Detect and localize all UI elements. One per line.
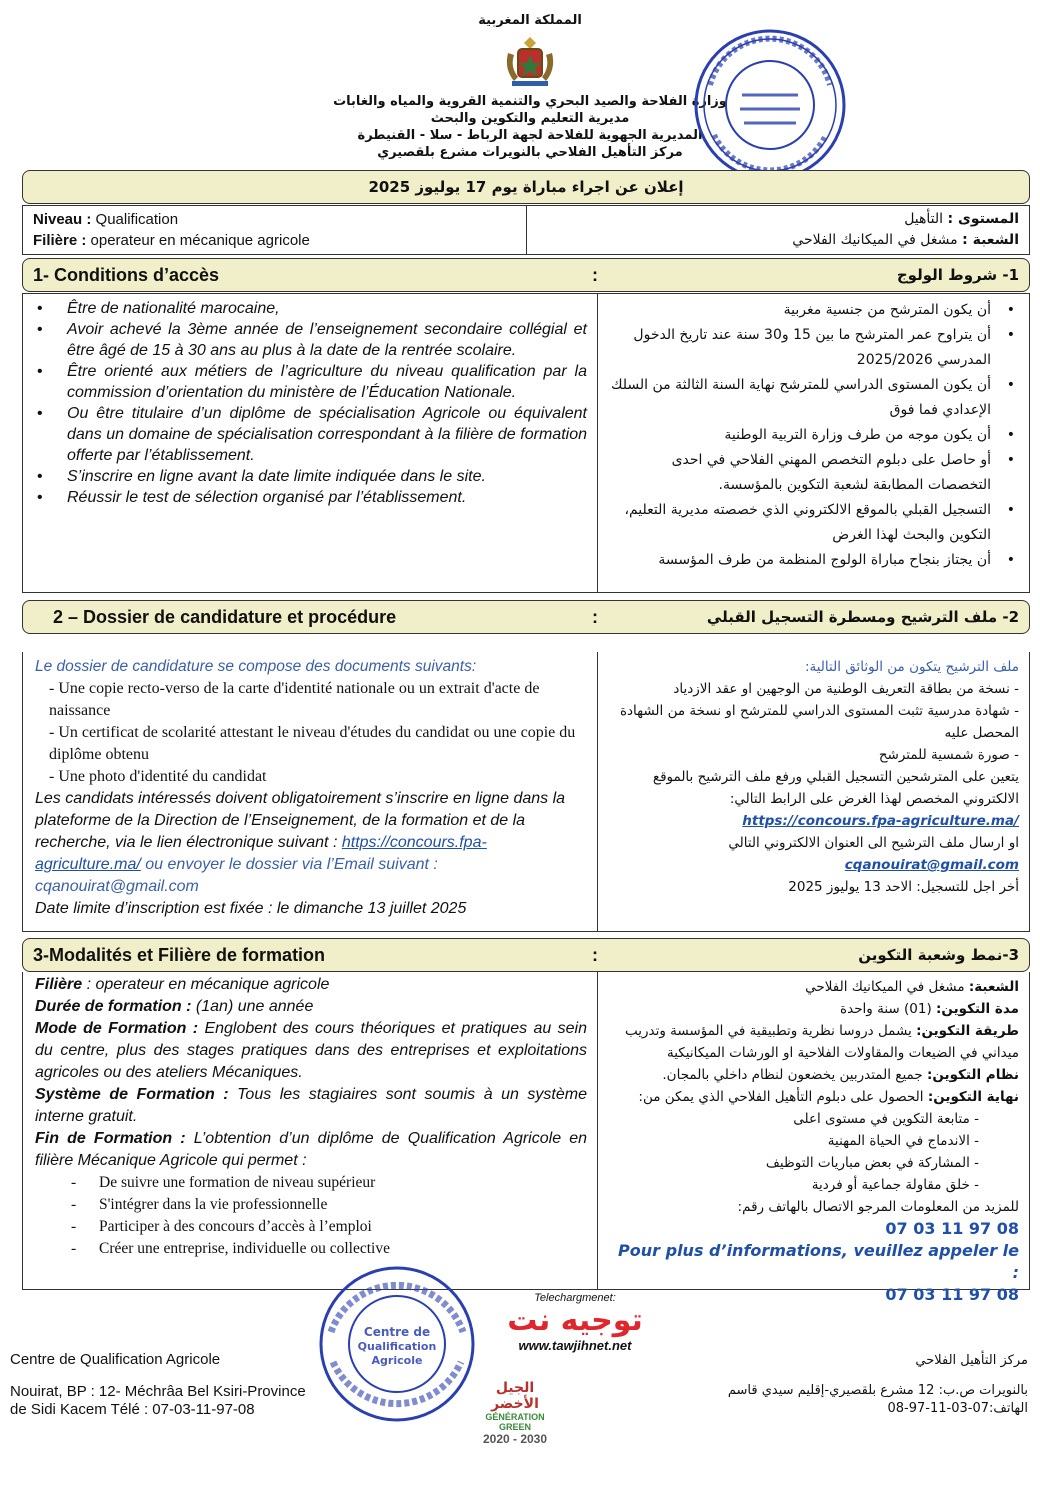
condition-ar-item: • التسجيل القبلي بالموقع الالكتروني الذي خصصته مديرية التعليم، التكوين والبحث لهذا الغرض: [608, 498, 1019, 548]
ar-doc-item: - شهادة مدرسية تثبت المستوى الدراسي للمترشح او نسخة من الشهادة المحصل عليه: [619, 703, 1019, 741]
fin-label: Fin de Formation :: [35, 1130, 186, 1147]
fin-item: - De suivre une formation de niveau supérieur: [35, 1172, 587, 1194]
program-info: [22, 205, 1030, 255]
condition-ar-item: • أن يكون المستوى الدراسي للمترشح نهاية السنة الثالثة من السلك الإعدادي فما فوق: [608, 373, 1019, 423]
section2-body: [22, 652, 1030, 932]
fin-item: - S'intégrer dans la vie professionnelle: [35, 1194, 587, 1216]
gen-en: GÉNÉRATION GREEN: [485, 1412, 545, 1432]
ar-niveau-label: المستوى :: [947, 211, 1019, 227]
ar-mod-line: طريقة التكوين: يشمل دروسا نظرية وتطبيقية في المؤسسة وتدريب ميداني في الضيعات والمقاولات الفلاحية او الورشات الميكانيكية: [624, 1023, 1019, 1061]
ar-mod-line: مدة التكوين: (01) سنة واحدة: [840, 1001, 1019, 1017]
phone-number-2: 07 03 11 97 08: [885, 1285, 1019, 1304]
deadline-fr: Date limite d’inscription est fixée : le dimanche 13 juillet 2025: [35, 900, 467, 917]
niveau-value: Qualification: [95, 211, 179, 228]
ministry-stamp-icon: [690, 25, 850, 185]
ar-fin-item: - خلق مقاولة جماعية أو فردية: [811, 1177, 979, 1193]
center-stamp-icon: [315, 1262, 480, 1427]
ar-filiere-value: مشغل في الميكانيك الفلاحي: [792, 232, 958, 248]
tawjihnet-logo: [495, 1292, 655, 1353]
concours-link[interactable]: https://concours.fpa-agriculture.ma/: [35, 834, 487, 873]
systeme-label: Système de Formation :: [35, 1086, 229, 1103]
inscription-text-2: ou envoyer le dossier via l’Email suivant : cqanouirat@gmail.com: [35, 856, 438, 895]
condition-fr-item: • Ou être titulaire d’un diplôme de spécialisation Agricole ou équivalent dans un domaine de spécialisation correspondant à la filière de formation offerte par l’établissement.: [35, 403, 587, 466]
phone-number: 07 03 11 97 08: [885, 1219, 1019, 1238]
center-title: مركز التأهيل الفلاحي بالنويرات مشرع بلقصيري: [377, 145, 683, 160]
section3-fr-title: 3-Modalités et Filière de formation: [33, 944, 326, 965]
ar-fin-item: - المشاركة في بعض مباريات التوظيف: [765, 1155, 979, 1171]
mode-value: Englobent des cours théoriques et pratiques au sein du centre, plus des stages pratiques dans des entreprises et exploitations agricoles ou des ateliers Mécaniques.: [35, 1020, 588, 1081]
section1-colon: :: [592, 264, 598, 285]
condition-ar-item: • أو حاصل على دبلوم التخصص المهني الفلاحي في احدى التخصصات المطابقة لشعبة التكوين بالمؤسسة.: [608, 448, 1019, 498]
gen-ar: الجيل الأخضر: [491, 1380, 539, 1412]
filiere-label: Filière :: [33, 232, 87, 249]
ar-email-link[interactable]: cqanouirat@gmail.com: [844, 857, 1019, 873]
filiere-value: operateur en mécanique agricole: [90, 232, 310, 249]
section3-colon: :: [592, 944, 598, 965]
generation-green-logo: [470, 1380, 560, 1446]
section2-header: [22, 600, 1030, 634]
ar-concours-link[interactable]: https://concours.fpa-agriculture.ma/: [742, 813, 1019, 829]
section1-header: [22, 258, 1030, 292]
condition-ar-item: • أن يجتاز بنجاح مباراة الولوج المنظمة من طرف المؤسسة: [608, 548, 1019, 573]
section3-ar-title: 3-نمط وشعبة التكوين: [858, 946, 1019, 964]
svg-text:Qualification: Qualification: [357, 1340, 437, 1353]
condition-ar-item: • أن يتراوح عمر المترشح ما بين 15 و30 سنة عند تاريخ الدخول المدرسي 2025/2026: [608, 323, 1019, 373]
condition-fr-item: • S’inscrire en ligne avant la date limite indiquée dans le site.: [35, 466, 587, 487]
inscription-text: Les candidats intéressés doivent obligatoirement s’inscrire en ligne dans la plateforme de la Direction de l’Enseignement, de la formation et de la recherche, via le lien électronique suivant :: [35, 790, 566, 851]
footer-fr-addr1: Nouirat, BP : 12- Méchrâa Bel Ksiri-Province: [10, 1383, 306, 1400]
ar-mod-line: الشعبة: مشغل في الميكانيك الفلاحي: [805, 979, 1019, 995]
duree-value: (1an) une année: [191, 998, 314, 1015]
filiere-label-2: Filière: [35, 976, 83, 993]
info-fr: [23, 206, 526, 254]
site-url[interactable]: www.tawjihnet.net: [518, 1338, 632, 1353]
condition-fr-item: • Être orienté aux métiers de l’agriculture du niveau qualification par la commission d’orientation du ministère de l’Éducation Nationale.: [35, 361, 587, 403]
conditions-fr-list: [35, 298, 587, 508]
kingdom-title: المملكة المغربية: [478, 13, 582, 28]
fr-contact: Pour plus d’informations, veuillez appeler le :: [618, 1241, 1019, 1282]
systeme-value: Tous les stagiaires sont soumis à un système interne gratuit.: [35, 1086, 588, 1125]
ar-doc-item: - صورة شمسية للمترشح: [878, 747, 1019, 763]
section1-ar-title: 1- شروط الولوج: [896, 266, 1019, 284]
footer-ar-addr1: بالنويرات ص.ب: 12 مشرع بلقصيري-إقليم سيدي قاسم: [727, 1383, 1028, 1398]
footer-ar-addr2: الهاتف:07-03-11-97-08: [887, 1401, 1028, 1416]
section1-body: [22, 293, 1030, 593]
fin-item: - Participer à des concours d’accès à l’emploi: [35, 1216, 587, 1238]
regional-title: المديرية الجهوية للفلاحة لجهة الرباط - سلا - القنيطرة: [357, 128, 703, 143]
site-label: Telechargmenet:: [534, 1292, 616, 1304]
condition-fr-item: • Avoir achevé la 3ème année de l’enseignement secondaire collégial et être âgé de 15 à 30 ans au plus à la date de la rentrée scolaire.: [35, 319, 587, 361]
ar-deadline: أخر اجل للتسجيل: الاحد 13 يوليوز 2025: [788, 879, 1019, 895]
directorate-title: مديرية التعليم والتكوين والبحث: [430, 111, 630, 126]
condition-fr-item: • Réussir le test de sélection organisé par l’établissement.: [35, 487, 587, 508]
svg-text:Centre de: Centre de: [363, 1325, 431, 1339]
footer-ar-name: مركز التأهيل الفلاحي: [915, 1353, 1028, 1368]
fin-items-list: [35, 1172, 587, 1260]
filiere-value-2: : operateur en mécanique agricole: [82, 976, 330, 993]
ar-contact: للمزيد من المعلومات المرجو الاتصال بالهاتف رقم:: [737, 1199, 1019, 1215]
dossier-doc-item: - Une copie recto-verso de la carte d'identité nationale ou un extrait d'acte de naissance: [49, 680, 540, 719]
dossier-fr-docs: [35, 678, 587, 788]
announcement-title: إعلان عن اجراء مباراة يوم 17 يوليوز 2025: [22, 170, 1030, 204]
condition-ar-item: • أن يكون موجه من طرف وزارة التربية الوطنية: [608, 423, 1019, 448]
ar-fin-item: - متابعة التكوين في مستوى اعلى: [793, 1111, 979, 1127]
site-name: توجيه نت: [507, 1303, 643, 1338]
footer-fr-addr2: de Sidi Kacem Télé : 07-03-11-97-08: [10, 1401, 255, 1418]
ar-inscription-text-2: او ارسال ملف الترشيح الى العنوان الالكتروني التالي: [728, 835, 1019, 851]
ar-mod-line: نظام التكوين: جميع المتدربين يخضعون لنظام داخلي بالمجان.: [662, 1067, 1019, 1083]
dossier-doc-item: - Un certificat de scolarité attestant le niveau d'études du candidat ou une copie du diplôme obtenu: [49, 724, 576, 763]
dossier-intro: Le dossier de candidature se compose des documents suivants:: [35, 658, 477, 675]
section2-colon: :: [592, 606, 598, 627]
mode-label: Mode de Formation :: [35, 1020, 199, 1037]
dossier-doc-item: - Une photo d'identité du candidat: [49, 768, 267, 785]
ministry-title: وزارة الفلاحة والصيد البحري والتنمية القروية والمياه والغابات: [333, 94, 727, 109]
ar-mod-line: نهاية التكوين: الحصول على دبلوم التأهيل الفلاحي الذي يمكن من:: [638, 1089, 1019, 1105]
duree-label: Durée de formation :: [35, 998, 192, 1015]
condition-fr-item: • Être de nationalité marocaine,: [35, 298, 587, 319]
fin-value: L’obtention d’un diplôme de Qualification Agricole en filière Mécanique Agricole qui permet :: [35, 1130, 588, 1169]
section2-fr-title: 2 – Dossier de candidature et procédure: [53, 606, 397, 627]
ar-inscription-text: يتعين على المترشحين التسجيل القبلي ورفع ملف الترشيح بالموقع الالكتروني المخصص لهذا الغرض على الرابط التالي:: [652, 769, 1019, 807]
conditions-ar-list: [608, 298, 1019, 573]
fin-item: - Créer une entreprise, individuelle ou collective: [35, 1238, 587, 1260]
ar-dossier-intro: ملف الترشيح يتكون من الوثائق التالية:: [804, 659, 1019, 675]
gen-years: 2020 - 2030: [482, 1432, 548, 1446]
niveau-label: Niveau :: [33, 211, 92, 228]
section1-fr-title: 1- Conditions d’accès: [33, 264, 220, 285]
ar-fin-item: - الاندماج في الحياة المهنية: [827, 1133, 979, 1149]
ar-doc-item: - نسخة من بطاقة التعريف الوطنية من الوجهين او عقد الازدياد: [673, 681, 1019, 697]
section2-ar-title: 2- ملف الترشيح ومسطرة التسجيل القبلي: [706, 608, 1019, 626]
info-ar: [526, 206, 1030, 254]
footer-fr-name: Centre de Qualification Agricole: [10, 1351, 221, 1368]
svg-text:Agricole: Agricole: [371, 1354, 423, 1367]
section3-header: [22, 938, 1030, 972]
ar-filiere-label: الشعبة :: [962, 232, 1019, 248]
ar-niveau-value: التأهيل: [904, 211, 944, 227]
royal-crest-icon: [500, 33, 560, 89]
condition-ar-item: • أن يكون المترشح من جنسية مغربية: [608, 298, 1019, 323]
